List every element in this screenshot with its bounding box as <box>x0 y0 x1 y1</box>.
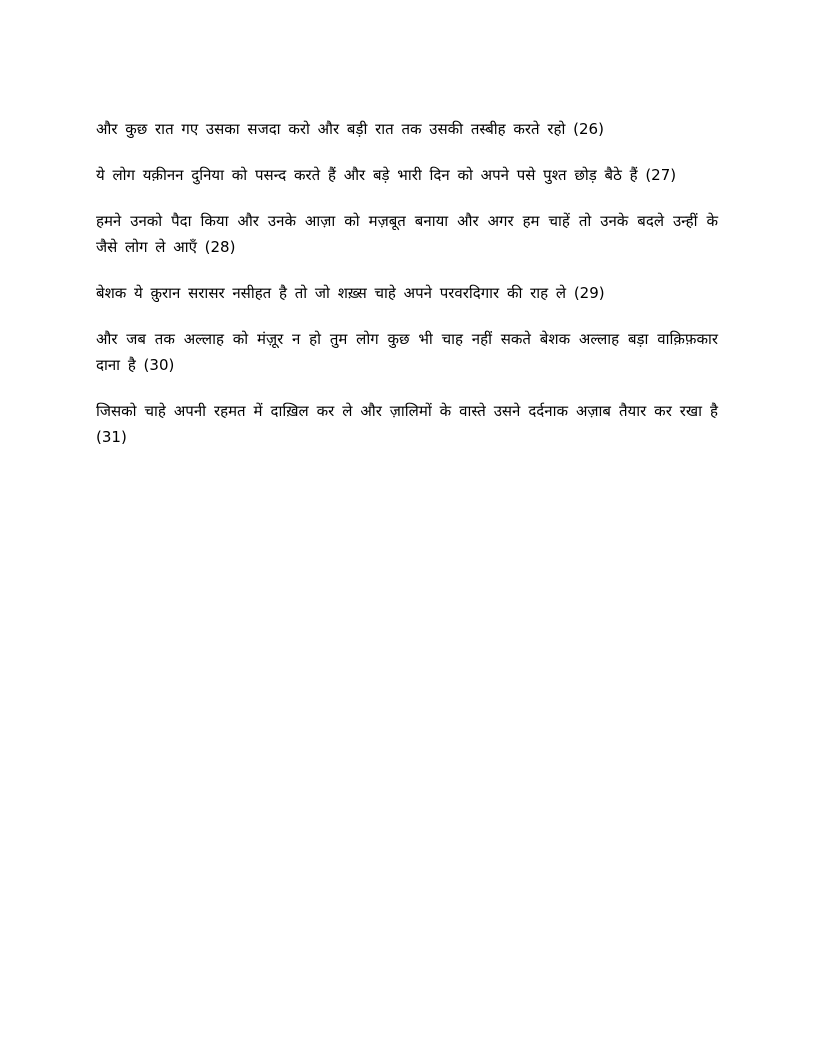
verse-29: बेशक ये क़ुरान सरासर नसीहत है तो जो शख़्स चाहे अपने परवरदिगार की राह ले (29) <box>96 284 605 302</box>
verse-28: हमने उनको पैदा किया और उनके आज़ा को मज़बूत बनाया और अगर हम चाहें तो उनके बदले उन्हीं के जैसे लोग ले आएँ (28) <box>96 212 718 256</box>
verse-31: जिसको चाहे अपनी रहमत में दाख़िल कर ले और ज़ालिमों के वास्ते उसने दर्दनाक अज़ाब तैयार कर रखा है (31) <box>96 402 718 446</box>
verse-26: और कुछ रात गए उसका सजदा करो और बड़ी रात तक उसकी तस्बीह करते रहो (26) <box>96 120 604 138</box>
document-page <box>96 116 718 450</box>
verse-27: ये लोग यक़ीनन दुनिया को पसन्द करते हैं और बड़े भारी दिन को अपने पसे पुश्त छोड़ बैठे हैं (27) <box>96 166 677 184</box>
verse-30: और जब तक अल्लाह को मंज़ूर न हो तुम लोग कुछ भी चाह नहीं सकते बेशक अल्लाह बड़ा वाक़िफ़कार दाना है (30) <box>96 330 718 374</box>
